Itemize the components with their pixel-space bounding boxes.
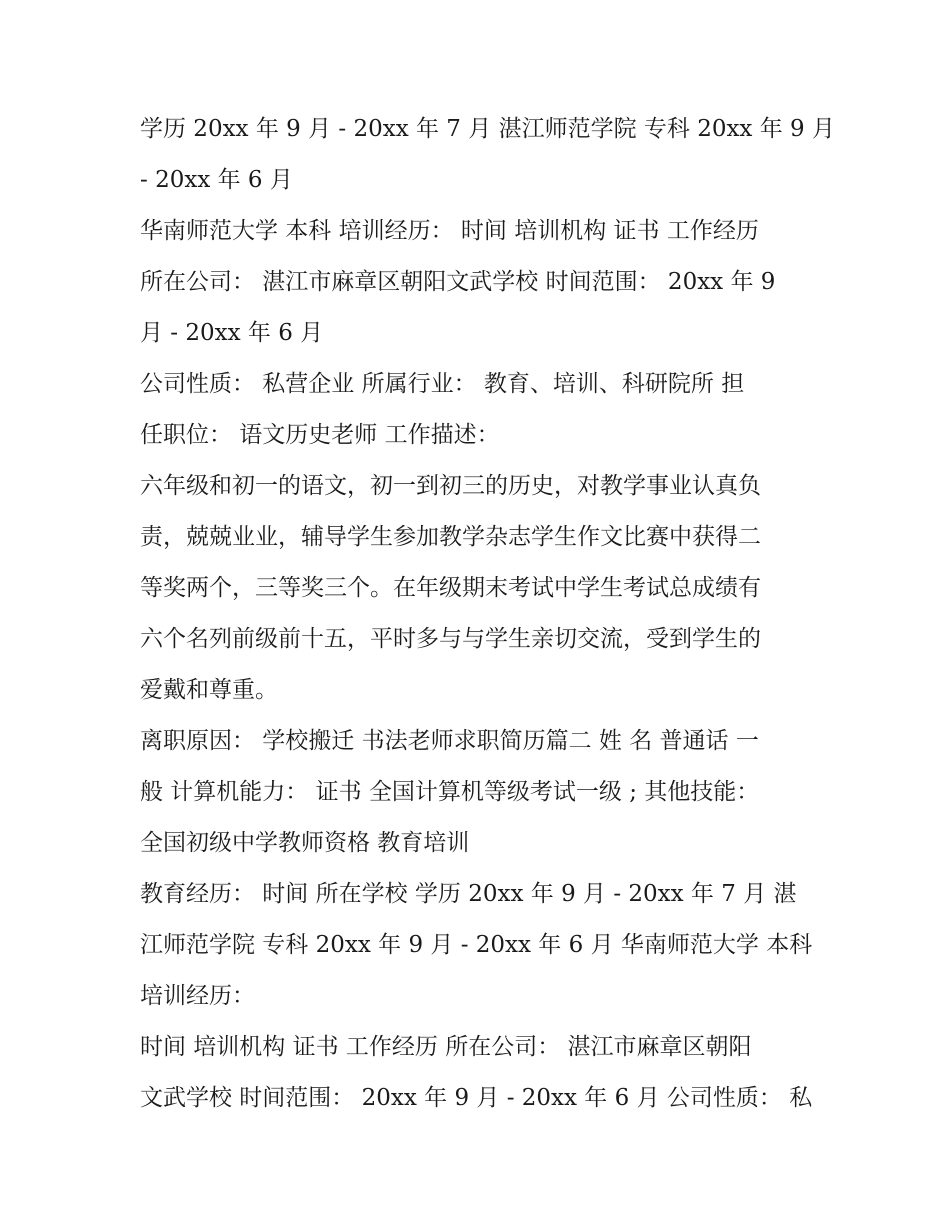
text-line: 江师范学院 专科 20xx 年 9 月 - 20xx 年 6 月 华南师范大学 本科 <box>140 932 813 958</box>
text-line: 所在公司： 湛江市麻章区朝阳文武学校 时间范围： 20xx 年 9 <box>140 269 776 295</box>
text-line: 公司性质： 私营企业 所属行业： 教育、培训、科研院所 担 <box>140 371 745 397</box>
text-line: 华南师范大学 本科 培训经历： 时间 培训机构 证书 工作经历 <box>140 218 759 244</box>
text-line: 培训经历： <box>140 983 255 1009</box>
text-line: 任职位： 语文历史老师 工作描述： <box>140 422 500 448</box>
text-line: 般 计算机能力： 证书 全国计算机等级考试一级 ; 其他技能： <box>140 779 760 805</box>
text-line: 六个名列前级前十五，平时多与与学生亲切交流，受到学生的 <box>140 626 761 652</box>
text-line: 时间 培训机构 证书 工作经历 所在公司： 湛江市麻章区朝阳 <box>140 1034 752 1060</box>
text-line: 教育经历： 时间 所在学校 学历 20xx 年 9 月 - 20xx 年 7 月 湛 <box>140 881 797 907</box>
text-line: 爱戴和尊重。 <box>140 677 278 703</box>
text-line: 等奖两个，三等奖三个。在年级期末考试中学生考试总成绩有 <box>140 575 761 601</box>
text-line: 离职原因： 学校搬迁 书法老师求职简历篇二 姓 名 普通话 一 <box>140 728 759 754</box>
text-line: 月 - 20xx 年 6 月 <box>140 320 324 346</box>
text-line: 文武学校 时间范围： 20xx 年 9 月 - 20xx 年 6 月 公司性质： 私 <box>140 1085 813 1111</box>
text-line: - 20xx 年 6 月 <box>140 167 293 193</box>
text-line: 责，兢兢业业，辅导学生参加教学杂志学生作文比赛中获得二 <box>140 524 761 550</box>
text-line: 全国初级中学教师资格 教育培训 <box>140 830 470 856</box>
text-line: 学历 20xx 年 9 月 - 20xx 年 7 月 湛江师范学院 专科 20xx 年 9 月 <box>140 116 835 142</box>
text-line: 六年级和初一的语文，初一到初三的历史，对教学事业认真负 <box>140 473 761 499</box>
resume-text-body <box>140 104 835 1124</box>
